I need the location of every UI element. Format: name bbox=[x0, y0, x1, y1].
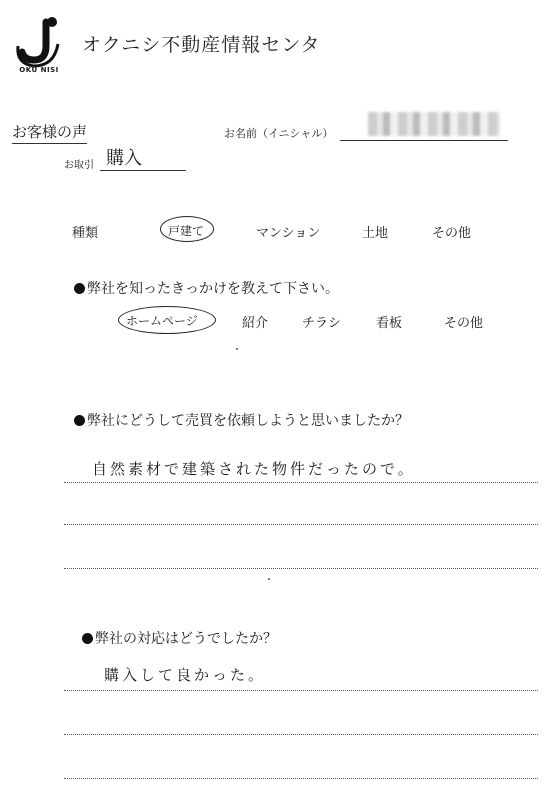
answer-line bbox=[64, 568, 538, 569]
answer-3: 購入して良かった。 bbox=[104, 666, 267, 684]
answer-2: 自然素材で建築された物件だったので。 bbox=[92, 460, 416, 478]
property-option-mansion[interactable]: マンション bbox=[256, 226, 321, 241]
company-name: オクニシ不動産情報センタ bbox=[82, 34, 321, 56]
bullet-icon bbox=[74, 415, 85, 426]
name-underline bbox=[340, 140, 508, 141]
answer-line bbox=[64, 524, 538, 525]
redacted-name bbox=[368, 112, 500, 136]
source-option-homepage[interactable]: ホームページ bbox=[126, 314, 198, 328]
question-2 bbox=[74, 410, 409, 430]
source-option-flyer[interactable]: チラシ bbox=[302, 316, 342, 331]
voice-title: お客様の声 bbox=[12, 121, 87, 144]
bullet-icon bbox=[74, 283, 85, 294]
deal-value: 購入 bbox=[106, 148, 142, 169]
speck-mark bbox=[268, 578, 270, 580]
answer-line bbox=[64, 482, 538, 483]
question-2-text: 弊社にどうして売買を依頼しようと思いましたか？ bbox=[87, 413, 409, 429]
deal-label: お取引 bbox=[64, 160, 94, 171]
property-type-label: 種類 bbox=[72, 226, 99, 241]
speck-mark bbox=[236, 348, 238, 350]
source-option-signboard[interactable]: 看板 bbox=[376, 316, 403, 331]
question-1-text: 弊社を知ったきっかけを教えて下さい。 bbox=[87, 281, 339, 297]
bullet-icon bbox=[82, 633, 93, 644]
answer-line bbox=[64, 734, 538, 735]
question-3 bbox=[82, 628, 277, 648]
answer-line bbox=[64, 778, 538, 779]
property-option-house[interactable]: 戸建て bbox=[168, 224, 205, 238]
name-label: お名前（イニシャル） bbox=[224, 127, 334, 140]
logo-text: OKU NISI bbox=[19, 66, 59, 74]
answer-line bbox=[64, 690, 538, 691]
company-logo bbox=[14, 16, 64, 78]
source-option-other[interactable]: その他 bbox=[444, 316, 484, 331]
question-3-text: 弊社の対応はどうでしたか？ bbox=[95, 631, 277, 647]
source-option-referral[interactable]: 紹介 bbox=[242, 316, 269, 331]
question-1 bbox=[74, 278, 339, 298]
property-option-land[interactable]: 土地 bbox=[362, 226, 389, 241]
property-option-other[interactable]: その他 bbox=[432, 226, 472, 241]
deal-underline bbox=[100, 170, 186, 171]
